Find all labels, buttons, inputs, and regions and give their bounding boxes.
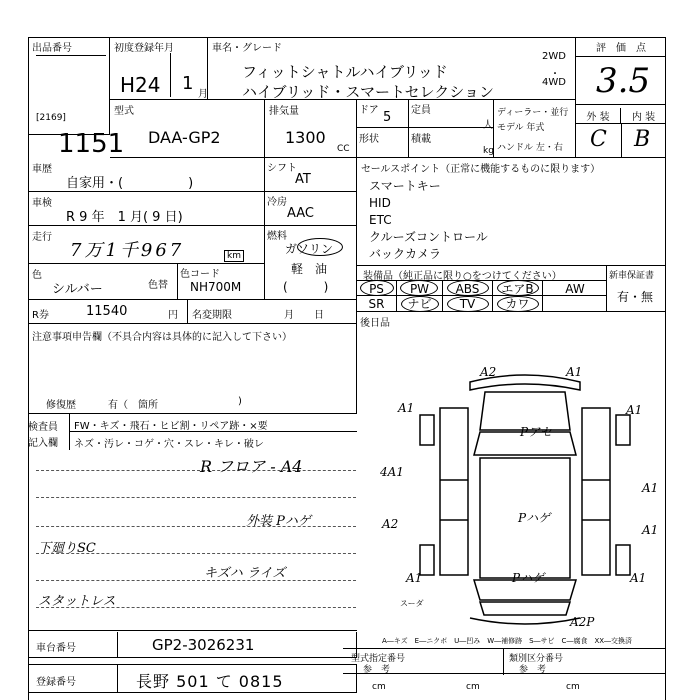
drive-4wd: 4WD xyxy=(542,77,566,88)
inspect-line2-cell xyxy=(70,432,357,450)
hand-note: 外装 Pハゲ xyxy=(246,514,311,529)
new-car-label: 新車保証書 xyxy=(609,271,655,281)
color-code-label: 色コード xyxy=(180,269,220,280)
ext-label: 外 装 xyxy=(576,108,621,124)
grade-cell xyxy=(576,105,666,158)
usage-label: 車歴 xyxy=(32,164,52,175)
color-value: シルバー xyxy=(52,282,103,297)
name-line1: フィットシャトルハイブリッド xyxy=(242,63,448,81)
name-cell xyxy=(208,37,576,100)
inspect-label-cell xyxy=(28,414,70,450)
reg-month-unit: 月 xyxy=(198,89,208,100)
recycle-cell xyxy=(28,300,188,324)
doors-cell xyxy=(357,100,409,128)
notes-cell: 注意事項申告欄（不具合内容は具体的に記入して下さい） 修復歴 有（ 箇所 ) xyxy=(28,324,357,414)
ac-value: AAC xyxy=(287,206,314,221)
recycle-label: R券 xyxy=(32,310,49,321)
category-label: 類別区分番号 xyxy=(509,654,564,664)
inspect-label2: 記入欄 xyxy=(28,438,58,449)
disp-label: 排気量 xyxy=(269,106,299,117)
score-label: 評 価 点 xyxy=(576,39,666,57)
hand-note: R フロア - A4 xyxy=(200,457,303,476)
mark-rear-window: Pハゲ xyxy=(512,571,545,585)
name-change-cell xyxy=(188,300,357,324)
score-cell xyxy=(576,37,666,105)
ac-label: 冷房 xyxy=(267,197,287,208)
chassis-value: GP2-3026231 xyxy=(152,636,255,654)
equip-leather: カワ xyxy=(493,296,543,312)
repair-value: 有（ 箇所 xyxy=(108,400,158,411)
mark-right-front: A1 xyxy=(626,403,643,417)
model-label: 型式 xyxy=(114,106,134,117)
reg-month: 1 xyxy=(182,73,194,94)
color-code-value: NH700M xyxy=(190,280,242,294)
mileage-cell xyxy=(28,226,265,264)
equip-navi: ナビ xyxy=(397,296,443,312)
chassis-label: 車台番号 xyxy=(36,643,76,654)
repair-label: 修復歴 xyxy=(46,400,76,411)
right-doors xyxy=(582,480,610,520)
damage-legend: A―キズ E―ニクボ U―凹み W―補修跡 S―サビ C―腐食 XX―交換済 xyxy=(382,637,633,645)
score-value: 3.5 xyxy=(596,61,651,101)
equip-airbag: エアB xyxy=(493,280,543,296)
name-line2: ハイブリッド・スマートセレクション xyxy=(242,83,495,101)
mark-left-door: 4A1 xyxy=(380,465,404,479)
inspect-line1-cell xyxy=(70,414,357,432)
mark-left-rear: A2 xyxy=(382,517,399,531)
model-value: DAA-GP2 xyxy=(148,128,221,147)
disp-unit: CC xyxy=(337,144,350,154)
sales-point: ETC xyxy=(369,213,392,227)
hand-note: 下廻りSC xyxy=(38,541,96,556)
mark-front-right: A1 xyxy=(566,365,583,379)
chassis-label-cell xyxy=(28,632,118,658)
color-label: 色 xyxy=(32,270,42,281)
cm-label: cm xyxy=(372,682,386,692)
color-cell xyxy=(28,264,178,300)
sales-point: HID xyxy=(369,196,391,210)
left-side xyxy=(440,408,468,575)
equip-circle xyxy=(400,280,438,296)
shaken-cell xyxy=(28,192,265,226)
name-change-value: 月 日 xyxy=(284,310,324,321)
recycle-unit: 円 xyxy=(168,310,178,321)
load-label: 積載 xyxy=(411,134,431,145)
reg-cell xyxy=(110,37,208,100)
chassis-value-cell xyxy=(118,632,357,658)
dealer-cell xyxy=(494,100,576,158)
reg-label: 初度登録年月 xyxy=(114,43,174,54)
fuel-gasoline: ガソリン xyxy=(285,242,334,256)
int-label: 内 装 xyxy=(621,108,666,124)
notes-label: 注意事項申告欄（不具合内容は具体的に記入して下さい） xyxy=(32,332,292,343)
sales-cell xyxy=(357,158,666,266)
plate-label-cell xyxy=(28,664,118,692)
shaken-value: R 9 年 1 月( 9 日) xyxy=(66,210,183,225)
wheel-fr xyxy=(616,415,630,445)
equip-label: 装備品（純正品に限り○をつけてください） xyxy=(363,271,562,282)
int-grade: B xyxy=(634,127,651,152)
name-change-label: 名変期限 xyxy=(192,310,232,321)
seats-label: 定員 xyxy=(411,105,431,116)
shift-cell xyxy=(265,158,357,192)
shaken-label: 車検 xyxy=(32,198,52,209)
shift-label: シフト xyxy=(267,163,297,174)
equip-circle xyxy=(447,296,489,312)
fuel-circle xyxy=(297,238,343,256)
car-diagram xyxy=(380,360,670,630)
load-unit: kg xyxy=(483,146,494,156)
mark-front-bumper: A2 xyxy=(480,365,497,379)
fuel-other: ( ) xyxy=(283,280,329,294)
equip-cell xyxy=(357,266,607,312)
sales-points xyxy=(369,178,488,263)
model-year-label: モデル 年式 xyxy=(497,123,545,133)
lot-label: 出品番号 xyxy=(32,43,72,54)
shape-cell xyxy=(357,128,409,158)
after-day-label: 後日品 xyxy=(360,318,390,329)
wheel-rr xyxy=(616,545,630,575)
seats-cell xyxy=(409,100,494,131)
inspect-label1: 検査員 xyxy=(28,422,58,433)
recycle-value: 11540 xyxy=(86,304,128,319)
new-car-cell xyxy=(607,266,666,312)
equip-pw: PW xyxy=(397,280,443,296)
trunk xyxy=(480,602,570,615)
drive-dot: ・ xyxy=(550,69,560,80)
mark-right-wheel: A1 xyxy=(630,571,647,585)
rear-bumper xyxy=(470,618,580,624)
ref2: 参 考 xyxy=(519,665,547,675)
equip-tv: TV xyxy=(443,296,493,312)
mark-rear-bumper: A2P xyxy=(570,615,595,629)
disp-value: 1300 xyxy=(285,128,326,147)
equip-circle xyxy=(497,296,539,312)
hand-note: スタットレス xyxy=(38,594,116,609)
mark-left-front: A1 xyxy=(398,401,415,415)
doors-label: ドア xyxy=(359,105,379,116)
usage-value: 自家用・( ) xyxy=(66,176,194,191)
doors-value: 5 xyxy=(383,110,392,125)
equip-sr: SR xyxy=(357,296,397,312)
fuel-cell xyxy=(265,226,357,300)
lot-number: 1151 xyxy=(58,129,125,159)
sales-point: バックカメラ xyxy=(369,247,442,261)
mark-hood: Pアセ xyxy=(520,425,552,439)
plate-value: 長野 501 て 0815 xyxy=(136,672,284,691)
shape-label: 形状 xyxy=(359,134,379,145)
color-no-label: 色替 xyxy=(148,280,168,291)
plate-value-cell xyxy=(118,664,357,692)
equip-ps: PS xyxy=(357,280,397,296)
lot-sub: [2169] xyxy=(36,113,66,123)
sales-point: クルーズコントロール xyxy=(369,230,488,244)
ac-cell xyxy=(265,192,357,226)
right-side xyxy=(582,408,610,575)
handle-label: ハンドル 左・右 xyxy=(497,143,563,153)
dealer-label: ディーラー・並行 xyxy=(497,108,569,118)
disp-cell xyxy=(265,100,357,158)
mark-left-wheel: A1 xyxy=(406,571,423,585)
mileage-value: 7万1千967 xyxy=(70,240,185,261)
mark-right-rear: A1 xyxy=(642,523,659,537)
inspect-line2: ネズ・汚レ・コゲ・穴・スレ・キレ・破レ xyxy=(74,439,264,450)
inspect-line1: FW・キズ・飛石・ヒビ割・リペア跡・×要 xyxy=(74,421,268,432)
ref-row xyxy=(343,648,666,674)
load-cell xyxy=(409,128,494,158)
ref1: 参 考 xyxy=(363,665,391,675)
drive-2wd: 2WD xyxy=(542,51,566,62)
usage-cell xyxy=(28,158,265,192)
sales-point: スマートキー xyxy=(369,179,441,193)
equip-circle xyxy=(447,280,489,296)
mark-note: スーダ xyxy=(400,599,424,608)
wheel-fl xyxy=(420,415,434,445)
mileage-label: 走行 xyxy=(32,232,52,243)
seats-unit: 人 xyxy=(483,120,493,131)
mark-right-door: A1 xyxy=(642,481,659,495)
reg-year: H24 xyxy=(120,73,161,97)
mileage-unit: km xyxy=(224,250,244,262)
fuel-diesel: 軽 油 xyxy=(291,262,328,276)
type-label: 型式指定番号 xyxy=(351,654,406,664)
ext-grade: C xyxy=(590,127,607,152)
plate-label: 登録番号 xyxy=(36,677,76,688)
fuel-label: 燃料 xyxy=(267,231,287,242)
left-doors xyxy=(440,480,468,520)
equip-abs: ABS xyxy=(443,280,493,296)
shift-value: AT xyxy=(295,172,311,187)
name-label: 車名・グレード xyxy=(212,43,282,54)
mark-roof: Pハゲ xyxy=(518,511,551,525)
model-cell xyxy=(110,100,265,158)
sales-label: セールスポイント（正常に機能するものに限ります） xyxy=(361,164,601,175)
equip-aw: AW xyxy=(543,280,607,296)
equip-circle xyxy=(360,280,394,296)
new-car-value: 有・無 xyxy=(617,290,654,304)
hand-note: キズハ ライズ xyxy=(204,566,286,581)
equip-circle xyxy=(401,296,439,312)
equip-circle xyxy=(497,280,539,296)
color-code-cell xyxy=(178,264,265,300)
